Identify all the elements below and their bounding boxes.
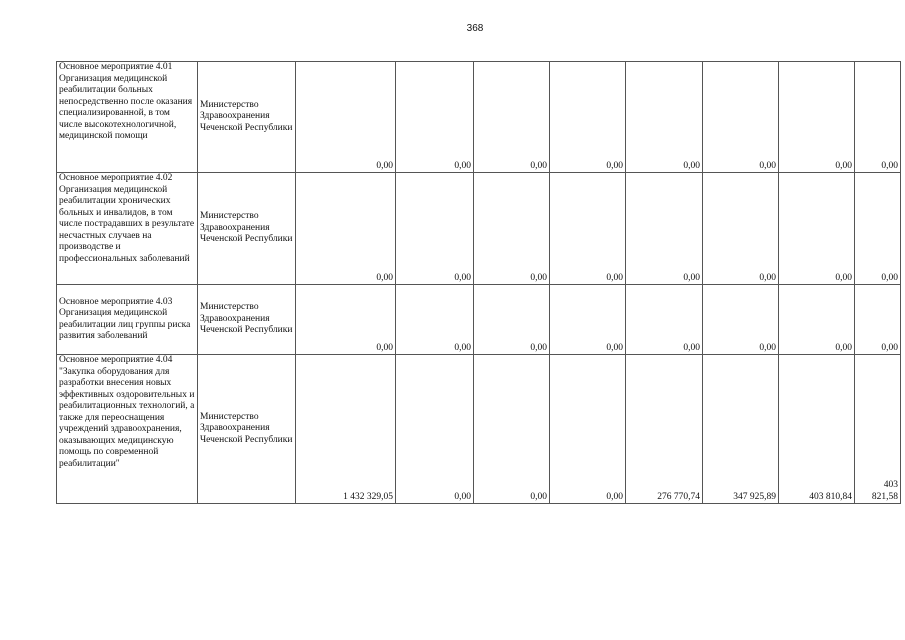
value-cell: 0,00 [296,173,396,285]
value-cell: 0,00 [474,355,550,504]
value-cell: 0,00 [626,285,703,355]
value-cell: 0,00 [855,173,901,285]
executor-cell: Министерство Здравоохранения Чеченской Республики [198,173,296,285]
value-cell: 0,00 [296,285,396,355]
value-cell: 0,00 [396,285,474,355]
value-cell: 0,00 [703,285,779,355]
value-cell: 0,00 [855,285,901,355]
value-cell: 0,00 [474,173,550,285]
value-cell: 0,00 [396,173,474,285]
value-cell: 1 432 329,05 [296,355,396,504]
executor-cell: Министерство Здравоохранения Чеченской Республики [198,285,296,355]
event-name: Основное мероприятие 4.04 "Закупка оборудования для разработки внесения новых эффективных оздоровительных и реабилитационных технологий, а также для переоснащения учреждений здравоохранения, оказывающих медицинскую помощь по современной реабилитации" [59,355,195,469]
table-row [57,285,901,355]
value-cell: 403 821,58 [855,355,901,504]
executor-cell: Министерство Здравоохранения Чеченской Республики [198,355,296,504]
event-name: Основное мероприятие 4.02 Организация медицинской реабилитации хронических больных и инвалидов, в том числе пострадавших в результате несчастных случаев на производстве и профессиональных заболеваний [59,173,195,264]
value-cell: 0,00 [703,62,779,173]
value-cell: 0,00 [626,62,703,173]
event-cell [57,173,198,285]
event-cell [57,62,198,173]
value-cell: 0,00 [779,285,855,355]
value-cell: 403 810,84 [779,355,855,504]
value-cell: 0,00 [550,285,626,355]
value-cell: 0,00 [626,173,703,285]
value-cell: 0,00 [703,173,779,285]
table-row [57,355,901,504]
event-name: Основное мероприятие 4.03 Организация медицинской реабилитации лиц группы риска развития заболеваний [59,296,191,341]
value-cell: 347 925,89 [703,355,779,504]
page-number: 368 [466,23,484,34]
value-cell: 0,00 [396,355,474,504]
value-cell: 0,00 [550,355,626,504]
value-cell: 276 770,74 [626,355,703,504]
value-cell: 0,00 [779,62,855,173]
value-cell: 0,00 [474,62,550,173]
value-cell: 0,00 [550,62,626,173]
value-cell: 0,00 [474,285,550,355]
value-cell: 0,00 [550,173,626,285]
event-name: Основное мероприятие 4.01 Организация медицинской реабилитации больных непосредственно после оказания специализированной, в том числе высокотехнологичной, медицинской помощи [59,62,193,141]
value-cell: 0,00 [396,62,474,173]
budget-table [56,61,901,504]
event-cell [57,285,198,355]
table-row [57,173,901,285]
executor-cell: Министерство Здравоохранения Чеченской Республики [198,62,296,173]
value-cell: 0,00 [296,62,396,173]
event-cell [57,355,198,504]
value-cell: 0,00 [855,62,901,173]
value-cell: 0,00 [779,173,855,285]
table-row [57,62,901,173]
